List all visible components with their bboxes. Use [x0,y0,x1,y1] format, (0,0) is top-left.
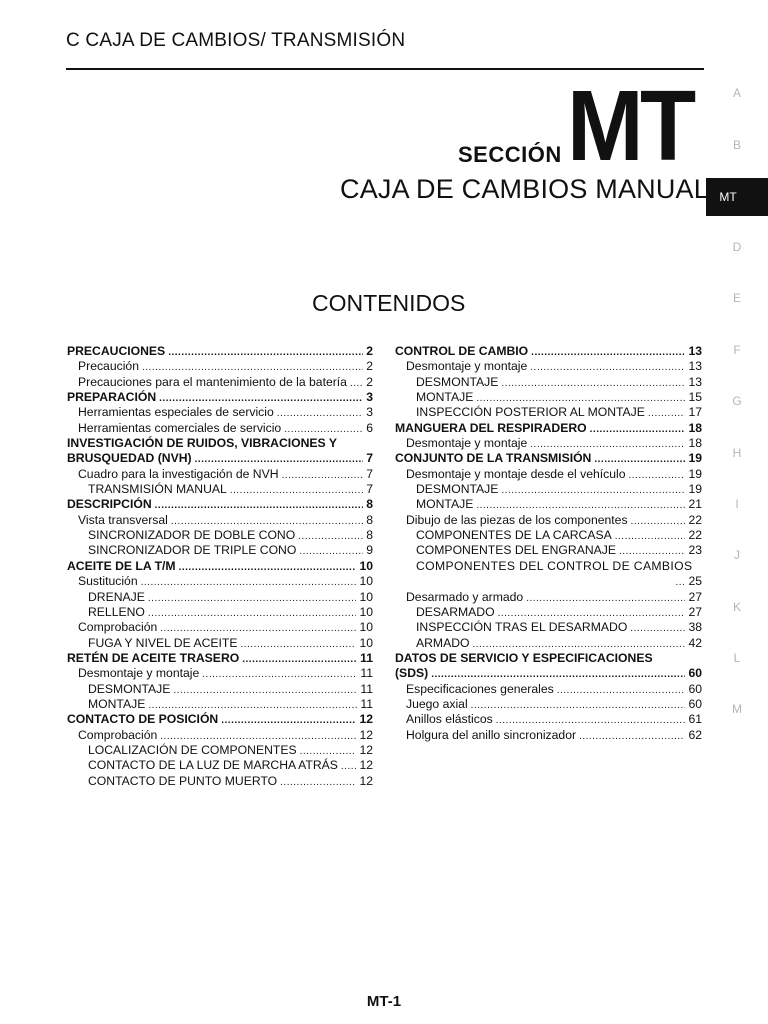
toc-entry[interactable] [395,390,702,405]
toc-page-number: 10 [359,558,373,573]
toc-entry-title: MANGUERA DEL RESPIRADERO [395,420,587,435]
toc-page-number: 8 [366,497,373,512]
toc-entry[interactable] [395,344,702,359]
toc-leader-dots [526,591,685,606]
toc-leader-dots [473,637,686,652]
toc-page-number: 10 [359,589,373,604]
toc-page-number: 11 [360,650,373,665]
toc-page-number: 2 [366,344,373,358]
toc-leader-dots [476,498,685,513]
toc-leader-dots [148,698,357,713]
toc-entry-title: CONTACTO DE PUNTO MUERTO [88,773,278,788]
toc-page-number: 10 [359,635,373,650]
toc-page-number: 27 [688,604,702,619]
header-title: C CAJA DE CAMBIOS/ TRANSMISIÓN [66,30,406,51]
toc-entry[interactable] [67,743,373,758]
toc-entry-title: MONTAJE [416,497,474,512]
toc-leader-dots [160,729,356,744]
toc-entry[interactable] [395,620,702,635]
toc-leader-dots [530,360,685,375]
toc-leader-dots [202,667,357,682]
toc-leader-dots [648,406,686,421]
sidebar-tab-k[interactable] [706,600,768,614]
toc-leader-dots [590,422,686,437]
sidebar-tab-f[interactable] [706,343,768,357]
toc-page-number: 10 [359,574,373,589]
toc-entry-title: TRANSMISIÓN MANUAL [88,482,227,497]
sidebar-tab-j[interactable] [706,548,768,562]
toc-page-number: 13 [688,359,702,374]
toc-page-number: 23 [688,543,702,558]
toc-entry[interactable] [67,697,373,712]
toc-leader-dots [141,575,357,590]
toc-entry-title: COMPONENTES DEL ENGRANAJE [416,543,616,558]
toc-leader-dots [496,713,686,728]
toc-entry[interactable] [395,682,702,697]
toc-page-number: 17 [688,405,702,420]
sidebar-tab-i[interactable] [706,497,768,511]
toc-entry-title: Herramientas comerciales de servicio [78,420,282,435]
toc-entry[interactable] [67,651,373,666]
toc-entry-title: COMPONENTES DEL CONTROL DE CAMBIOS [416,558,693,573]
toc-leader-dots [277,406,363,421]
toc-page-number: 11 [360,681,373,696]
toc-entry[interactable] [67,451,373,466]
toc-leader-dots [594,452,685,467]
toc-entry[interactable] [67,436,373,451]
toc-entry[interactable] [67,605,373,620]
toc-page-number: 18 [688,420,702,435]
section-label: SECCIÓN [458,142,562,167]
toc-entry-title: DESARMADO [416,604,495,619]
toc-page-number: 8 [366,512,373,527]
toc-entry-title: Sustitución [78,574,138,589]
toc-entry-title: Holgura del anillo sincronizador [406,727,577,742]
sidebar-tab-label: MT [719,190,737,204]
toc-leader-dots [195,452,364,467]
toc-leader-dots [148,591,357,606]
sidebar-tab-label: H [732,446,742,460]
contents-heading: CONTENIDOS [312,290,466,316]
toc-entry-title: Dibujo de las piezas de los componentes [406,512,628,527]
toc-leader-dots [282,468,364,483]
toc-entry-title: Desmontaje y montaje [78,666,200,681]
section-title: CAJA DE CAMBIOS MANUAL [340,174,709,204]
toc-entry-title: Desmontaje y montaje [406,359,528,374]
toc-entry-title: INSPECCIÓN TRAS EL DESARMADO [416,620,628,635]
toc-entry-title: DESMONTAJE [88,681,171,696]
toc-entry-title: Comprobación [78,727,158,742]
toc-entry-title: SINCRONIZADOR DE TRIPLE CONO [88,543,297,558]
toc-entry[interactable] [395,421,702,436]
toc-entry[interactable] [395,728,702,743]
toc-entry[interactable] [395,605,702,620]
toc-leader-dots [341,759,357,774]
toc-page-number: 21 [688,497,702,512]
sidebar-tab-label: L [733,651,741,665]
toc-entry-title: CONTACTO DE POSICIÓN [67,712,219,727]
toc-entry-title: SINCRONIZADOR DE DOBLE CONO [88,528,296,543]
sidebar-tab-a[interactable] [706,86,768,100]
toc-leader-dots [471,698,686,713]
toc-page-number: 19 [688,466,702,481]
toc-page-number: 12 [359,773,373,788]
toc-entry[interactable] [395,375,702,390]
toc-leader-dots [160,621,356,636]
sidebar-tab-label: D [732,240,742,254]
sidebar-tab-label: M [732,702,742,716]
toc-entry-title: PREPARACIÓN [67,390,157,405]
toc-entry-title: DESMONTAJE [416,482,499,497]
toc-leader-dots [501,483,685,498]
toc-entry[interactable] [67,390,373,405]
toc-entry[interactable] [67,375,373,390]
sidebar-tab-label: B [732,138,741,152]
sidebar-tab-label: G [732,394,742,408]
toc-entry[interactable] [67,559,373,574]
toc-leader-dots [300,744,357,759]
sidebar-tab-l[interactable] [706,651,768,665]
toc-entry-title: DRENAJE [88,589,145,604]
toc-entry-title: Precauciones para el mantenimiento de la batería [78,374,347,389]
toc-page-number: 19 [688,451,702,466]
toc-entry-title: MONTAJE [88,696,146,711]
toc-entry[interactable] [395,497,702,512]
toc-entry-title: Juego axial [406,696,468,711]
toc-entry[interactable] [67,774,373,789]
sidebar-tab-mt[interactable] [706,178,768,216]
toc-page-number: 6 [366,420,373,435]
toc-entry[interactable] [67,758,373,773]
toc-page-number: 7 [366,466,373,481]
toc-entry[interactable] [67,728,373,743]
toc-entry-title: (SDS) [395,666,429,681]
toc-entry[interactable] [67,590,373,605]
toc-entry-title: CONJUNTO DE LA TRANSMISIÓN [395,451,592,466]
toc-leader-dots [284,422,363,437]
toc-page-number: 60 [688,666,702,681]
toc-page-number: 13 [688,374,702,389]
toc-entry-title: RETÉN DE ACEITE TRASERO [67,650,240,665]
toc-page-number: 12 [359,742,373,757]
sidebar-tab-b[interactable] [706,138,768,152]
toc-entry-title: CONTROL DE CAMBIO [395,344,529,358]
toc-leader-dots [619,544,685,559]
toc-page-number: 62 [688,727,702,742]
sidebar-tab-label: A [732,86,741,100]
toc-entry[interactable] [395,697,702,712]
toc-entry[interactable] [395,451,702,466]
page-number: MT-1 [366,993,402,1010]
sidebar-tab-label: I [735,497,739,511]
toc-page-number: 9 [366,543,373,558]
toc-entry[interactable] [67,421,373,436]
toc-page-number: 22 [688,512,702,527]
toc-page-number: 61 [688,712,702,727]
toc-entry-title: Desmontaje y montaje desde el vehículo [406,466,626,481]
section-code: MT [567,70,693,182]
toc-entry[interactable] [395,712,702,727]
toc-leader-dots [280,775,356,790]
toc-leader-dots [179,560,357,575]
toc-leader-dots [431,667,685,682]
toc-page-number: 42 [688,635,702,650]
toc-page-number: 11 [360,696,373,711]
toc-entry[interactable] [395,651,702,666]
toc-entry[interactable] [395,574,702,589]
toc-entry[interactable] [67,344,373,359]
toc-leader-dots [142,360,363,375]
toc-entry[interactable] [67,405,373,420]
toc-entry-title: CONTACTO DE LA LUZ DE MARCHA ATRÁS [88,758,338,773]
toc-entry[interactable] [67,482,373,497]
toc-leader-dots [240,637,356,652]
toc-entry[interactable] [395,528,702,543]
toc-page-number: 8 [366,528,373,543]
toc-page-number: 60 [688,681,702,696]
toc-leader-dots [557,683,686,698]
toc-page-number: 2 [366,359,373,374]
toc-page-number: 18 [688,436,702,451]
toc-page-number: 3 [366,405,373,420]
sidebar-tab-m[interactable] [706,702,768,716]
toc-leader-dots [168,345,363,360]
toc-leader-dots [148,606,357,621]
toc-page-number: 7 [366,482,373,497]
toc-leader-dots [155,498,364,513]
contents-column-left [67,344,373,789]
toc-entry-title: Vista transversal [78,512,168,527]
toc-entry-title: Desarmado y armado [406,589,524,604]
toc-leader-dots [531,345,685,360]
toc-page-number: 13 [688,344,702,358]
toc-entry-title: DESCRIPCIÓN [67,497,152,512]
toc-leader-dots [629,468,686,483]
toc-entry[interactable] [67,666,373,681]
toc-leader-dots [631,514,686,529]
toc-entry-title: Cuadro para la investigación de NVH [78,466,279,481]
toc-page-number: 2 [366,374,373,389]
sidebar-tab-label: E [732,291,741,305]
toc-entry[interactable] [395,513,702,528]
toc-page-number: 3 [366,390,373,405]
toc-entry[interactable] [395,436,702,451]
toc-entry[interactable] [395,636,702,651]
toc-leader-dots [501,376,685,391]
toc-entry-title: Comprobación [78,620,158,635]
toc-leader-dots [350,376,363,391]
toc-entry-title: DATOS DE SERVICIO Y ESPECIFICACIONES [395,650,653,665]
toc-entry[interactable] [395,359,702,374]
toc-entry[interactable] [67,467,373,482]
toc-page-number: 7 [366,451,373,466]
toc-entry[interactable] [67,497,373,512]
toc-entry[interactable] [67,543,373,558]
toc-leader-dots [630,621,685,636]
toc-leader-dots [299,544,363,559]
toc-entry-title: RELLENO [88,604,145,619]
toc-entry-title: DESMONTAJE [416,374,499,389]
sidebar-tab-label: J [734,548,740,562]
toc-leader-dots [675,575,685,590]
toc-entry[interactable] [67,682,373,697]
toc-page-number: 11 [360,666,373,681]
toc-page-number: 12 [359,712,373,727]
toc-leader-dots [579,729,685,744]
sidebar-tab-h[interactable] [706,446,768,460]
toc-entry-title: FUGA Y NIVEL DE ACEITE [88,635,238,650]
toc-entry-title: Desmontaje y montaje [406,436,528,451]
toc-entry[interactable] [395,405,702,420]
toc-entry[interactable] [67,712,373,727]
toc-page-number: 19 [688,482,702,497]
toc-page-number: 10 [359,620,373,635]
toc-leader-dots [498,606,686,621]
toc-entry[interactable] [67,528,373,543]
toc-entry-title: INSPECCIÓN POSTERIOR AL MONTAJE [416,405,645,420]
toc-entry[interactable] [395,559,702,574]
toc-entry[interactable] [67,574,373,589]
toc-leader-dots [221,713,356,728]
toc-entry[interactable] [67,636,373,651]
toc-entry-title: PRECAUCIONES [67,344,166,358]
toc-entry-title: MONTAJE [416,390,474,405]
sidebar-tab-label: F [733,343,741,357]
toc-page-number: 15 [688,390,702,405]
toc-entry-title: LOCALIZACIÓN DE COMPONENTES [88,742,297,757]
toc-page-number: 25 [688,574,702,589]
toc-entry-title: ARMADO [416,635,470,650]
toc-entry-title: Especificaciones generales [406,681,554,696]
toc-entry-title: Herramientas especiales de servicio [78,405,274,420]
toc-entry-title: BRUSQUEDAD (NVH) [67,451,192,466]
sidebar-tab-label: K [732,600,741,614]
toc-entry[interactable] [67,359,373,374]
toc-page-number: 27 [688,589,702,604]
toc-entry[interactable] [67,513,373,528]
toc-entry[interactable] [395,666,702,681]
toc-entry-title: ACEITE DE LA T/M [67,558,176,573]
contents-column-right [395,344,702,743]
toc-entry-title: Precaución [78,359,139,374]
toc-entry[interactable] [67,620,373,635]
sidebar-tab-d[interactable] [706,240,768,254]
toc-leader-dots [298,529,363,544]
toc-entry[interactable] [395,467,702,482]
toc-page-number: 38 [688,620,702,635]
toc-page-number: 60 [688,696,702,711]
toc-page-number: 10 [359,604,373,619]
toc-entry-title: COMPONENTES DE LA CARCASA [416,528,612,543]
toc-page-number: 22 [688,528,702,543]
toc-entry[interactable] [395,590,702,605]
toc-leader-dots [615,529,686,544]
toc-entry[interactable] [395,543,702,558]
sidebar-tab-e[interactable] [706,291,768,305]
toc-leader-dots [173,683,357,698]
toc-page-number: 12 [359,758,373,773]
toc-leader-dots [230,483,363,498]
toc-page-number: 12 [359,727,373,742]
section-index-sidebar [706,0,768,1024]
toc-leader-dots [171,514,363,529]
toc-entry-title: INVESTIGACIÓN DE RUIDOS, VIBRACIONES Y [67,436,337,451]
toc-entry[interactable] [395,482,702,497]
toc-leader-dots [159,391,363,406]
sidebar-tab-g[interactable] [706,394,768,408]
toc-entry-title: Anillos elásticos [406,712,493,727]
toc-leader-dots [242,652,357,667]
